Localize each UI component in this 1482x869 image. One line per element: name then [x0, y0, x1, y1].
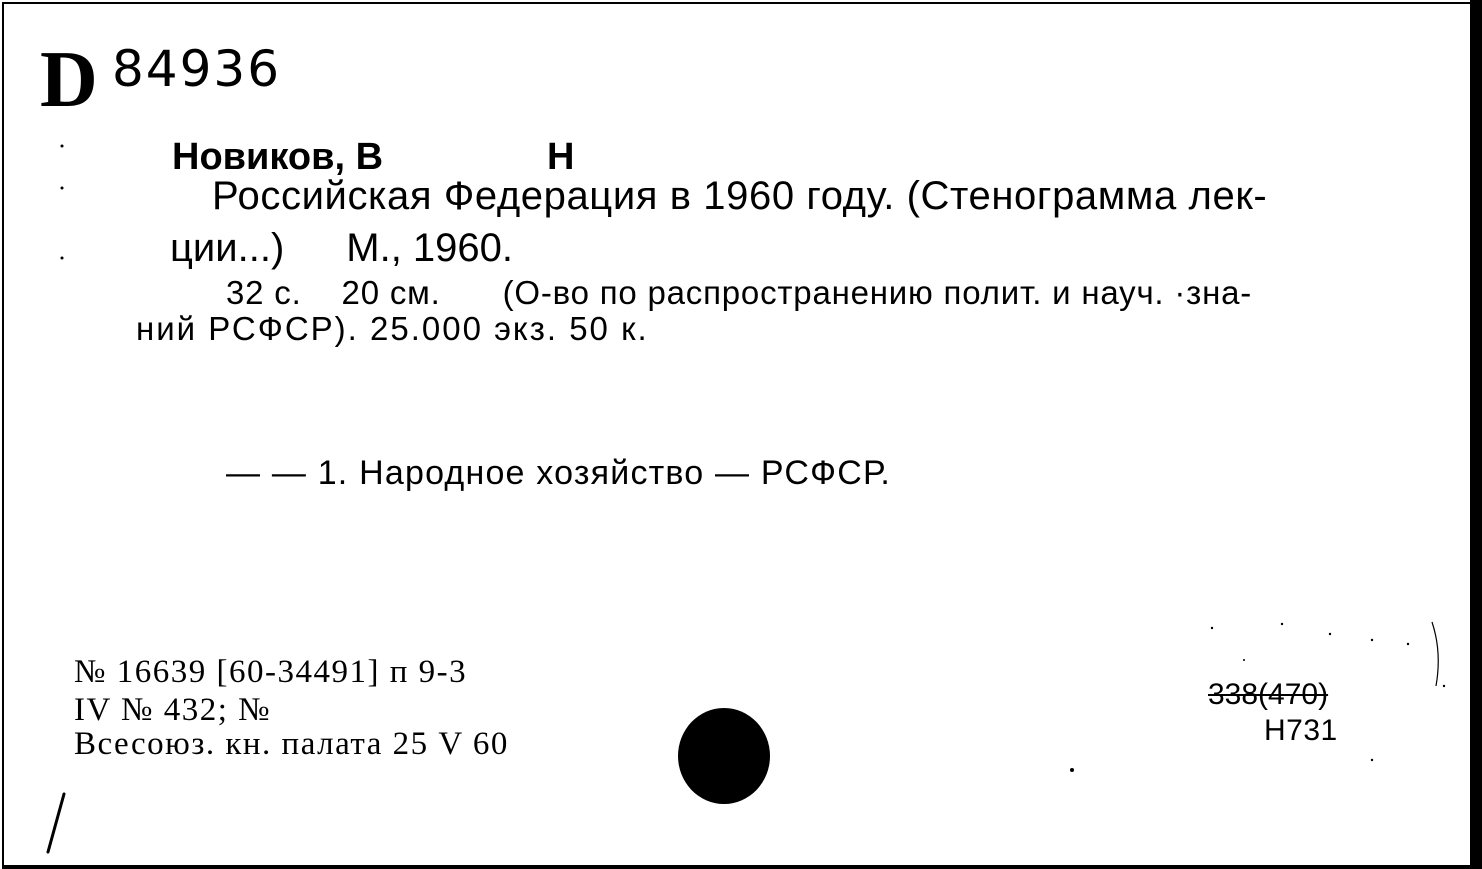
physical-description-line-2: ний РСФСР). 25.000 экз. 50 к.: [136, 310, 649, 347]
dimensions: 20 см.: [341, 274, 441, 311]
page-count: 32 с.: [226, 274, 302, 311]
call-letter: D: [40, 36, 98, 124]
bibliographic-volume-number: IV № 432; №: [74, 692, 272, 728]
title-continuation: ции...): [170, 226, 285, 270]
bibliographic-record-number: № 16639 [60-34491] п 9-3: [74, 654, 468, 690]
subject-heading: — — 1. Народное хозяйство — РСФСР.: [226, 454, 892, 492]
author-initial: Н: [547, 136, 575, 178]
handwritten-call-number: 84936: [112, 40, 282, 98]
bibliographic-chamber-note: Всесоюз. кн. палата 25 V 60: [74, 726, 509, 762]
author-surname: Новиков, В: [172, 136, 384, 178]
imprint: М., 1960.: [346, 226, 514, 270]
title-line-1: Российская Федерация в 1960 году. (Стенограмма лек-: [212, 174, 1268, 218]
author-mark: Н731: [1264, 714, 1338, 747]
classification-code-struck: 338(470): [1208, 678, 1329, 711]
series-note: (О-во по распространению полит. и науч. ·зна-: [502, 274, 1253, 311]
